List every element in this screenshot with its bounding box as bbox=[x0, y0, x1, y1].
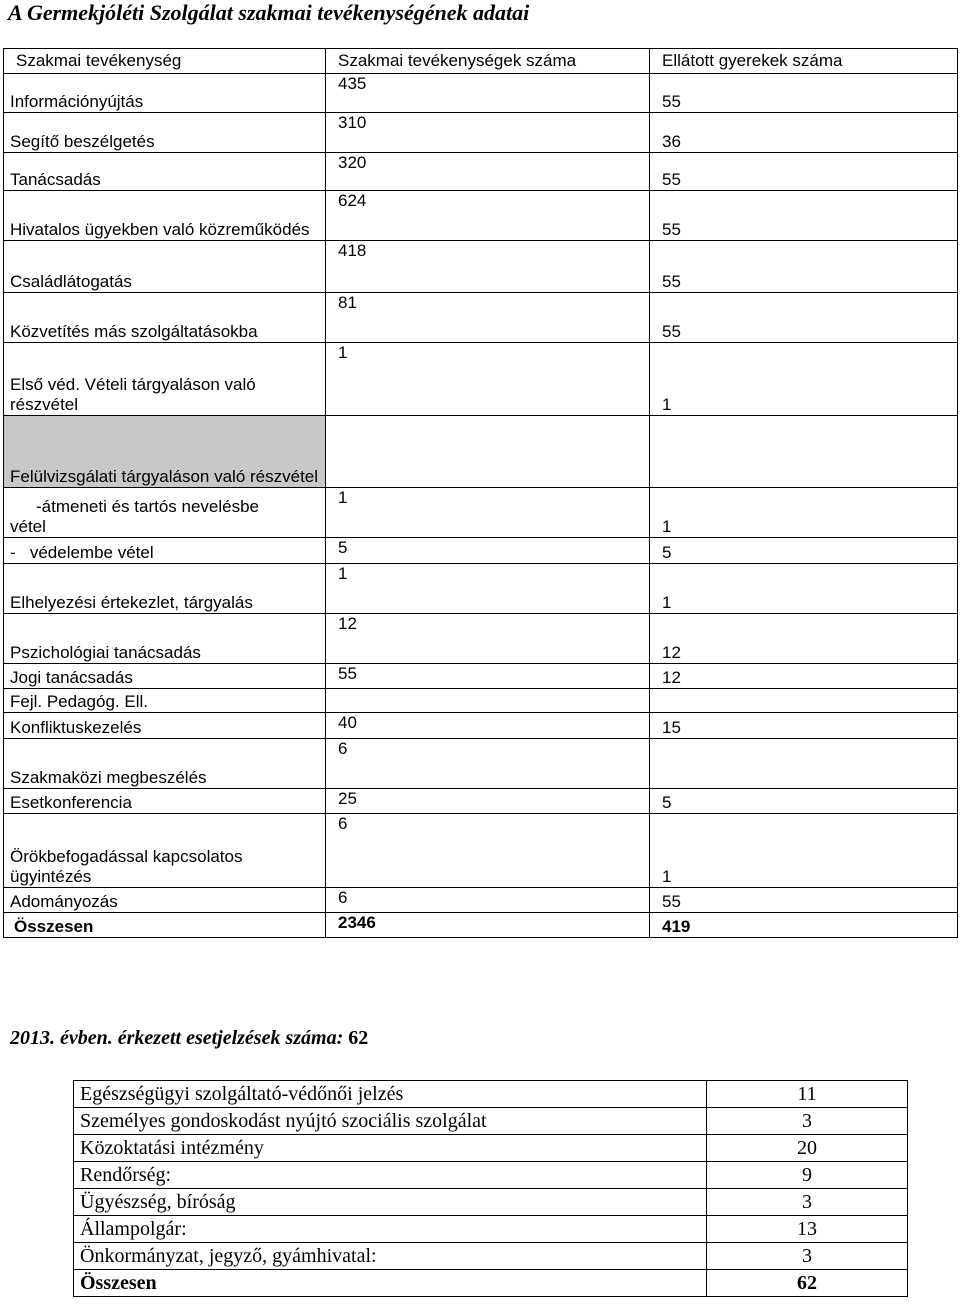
row-label bbox=[4, 488, 326, 538]
table-row bbox=[74, 1081, 908, 1108]
table-row bbox=[74, 1162, 908, 1189]
row-count: 310 bbox=[326, 113, 650, 153]
row-count: 12 bbox=[326, 614, 650, 664]
row-label: Tanácsadás bbox=[4, 153, 326, 191]
report-total-label: Összesen bbox=[74, 1270, 707, 1297]
total-count: 2346 bbox=[326, 913, 650, 938]
row-label: Esetkonferencia bbox=[4, 789, 326, 814]
report-source: Önkormányzat, jegyző, gyámhivatal: bbox=[74, 1243, 707, 1270]
row-count: 81 bbox=[326, 293, 650, 343]
report-total-value: 62 bbox=[707, 1270, 908, 1297]
row-count: 1 bbox=[326, 564, 650, 614]
table-row bbox=[4, 191, 958, 241]
header-activity: Szakmai tevékenység bbox=[4, 49, 326, 74]
row-label: Elhelyezési értekezlet, tárgyalás bbox=[4, 564, 326, 614]
table-row bbox=[4, 153, 958, 191]
activity-table bbox=[3, 48, 958, 938]
row-label: Családlátogatás bbox=[4, 241, 326, 293]
row-children: 1 bbox=[650, 488, 958, 538]
row-count: 1 bbox=[326, 343, 650, 416]
report-source: Közoktatási intézmény bbox=[74, 1135, 707, 1162]
row-count: 25 bbox=[326, 789, 650, 814]
table-total-row bbox=[4, 913, 958, 938]
row-count: 1 bbox=[326, 488, 650, 538]
table-row bbox=[4, 74, 958, 113]
table-row bbox=[74, 1108, 908, 1135]
row-children: 5 bbox=[650, 789, 958, 814]
row-count: 435 bbox=[326, 74, 650, 113]
table-row bbox=[4, 416, 958, 488]
table-total-row bbox=[74, 1270, 908, 1297]
table-row bbox=[4, 564, 958, 614]
row-children: 1 bbox=[650, 814, 958, 888]
row-children: 12 bbox=[650, 614, 958, 664]
row-count: 624 bbox=[326, 191, 650, 241]
report-source: Állampolgár: bbox=[74, 1216, 707, 1243]
table-row bbox=[4, 293, 958, 343]
page-title: A Germekjóléti Szolgálat szakmai tevékenységének adatai bbox=[8, 0, 530, 25]
row-label: Fejl. Pedagóg. Ell. bbox=[4, 689, 326, 713]
table-row bbox=[4, 814, 958, 888]
report-source: Ügyészség, bíróság bbox=[74, 1189, 707, 1216]
row-label: Hivatalos ügyekben való közreműködés bbox=[4, 191, 326, 241]
table-row bbox=[74, 1189, 908, 1216]
header-children-count: Ellátott gyerekek száma bbox=[650, 49, 958, 74]
row-label: Felülvizsgálati tárgyaláson való részvétel bbox=[4, 416, 326, 488]
table-row bbox=[4, 789, 958, 814]
row-children bbox=[650, 689, 958, 713]
row-children bbox=[650, 416, 958, 488]
reports-summary bbox=[10, 1025, 368, 1051]
row-label: Segítő beszélgetés bbox=[4, 113, 326, 153]
table-header-row bbox=[4, 49, 958, 74]
report-count: 20 bbox=[707, 1135, 908, 1162]
report-count: 11 bbox=[707, 1081, 908, 1108]
row-children: 5 bbox=[650, 538, 958, 564]
row-count: 5 bbox=[326, 538, 650, 564]
row-count: 418 bbox=[326, 241, 650, 293]
table-row bbox=[4, 614, 958, 664]
row-label: Első véd. Vételi tárgyaláson való részvétel bbox=[4, 343, 326, 416]
table-row bbox=[4, 713, 958, 739]
row-children: 1 bbox=[650, 564, 958, 614]
row-label: Jogi tanácsadás bbox=[4, 664, 326, 689]
total-label: Összesen bbox=[4, 913, 326, 938]
row-children: 1 bbox=[650, 343, 958, 416]
row-children: 36 bbox=[650, 113, 958, 153]
row-count bbox=[326, 416, 650, 488]
row-label-line2: vétel bbox=[10, 517, 46, 536]
report-source: Személyes gondoskodást nyújtó szociális szolgálat bbox=[74, 1108, 707, 1135]
row-label: Pszichológiai tanácsadás bbox=[4, 614, 326, 664]
row-children: 55 bbox=[650, 293, 958, 343]
report-count: 3 bbox=[707, 1243, 908, 1270]
row-count bbox=[326, 689, 650, 713]
table-row bbox=[4, 689, 958, 713]
header-activity-count: Szakmai tevékenységek száma bbox=[326, 49, 650, 74]
table-row bbox=[74, 1135, 908, 1162]
report-count: 9 bbox=[707, 1162, 908, 1189]
row-children: 55 bbox=[650, 241, 958, 293]
row-label: Adományozás bbox=[4, 888, 326, 913]
total-children: 419 bbox=[650, 913, 958, 938]
row-label: Közvetítés más szolgáltatásokba bbox=[4, 293, 326, 343]
row-count: 6 bbox=[326, 739, 650, 789]
table-row bbox=[4, 113, 958, 153]
summary-value: 62 bbox=[348, 1027, 369, 1049]
row-count: 55 bbox=[326, 664, 650, 689]
row-children: 55 bbox=[650, 191, 958, 241]
row-count: 40 bbox=[326, 713, 650, 739]
row-count: 6 bbox=[326, 888, 650, 913]
row-label: - védelembe vétel bbox=[4, 538, 326, 564]
report-source: Rendőrség: bbox=[74, 1162, 707, 1189]
report-count: 13 bbox=[707, 1216, 908, 1243]
report-source: Egészségügyi szolgáltató-védőnői jelzés bbox=[74, 1081, 707, 1108]
report-count: 3 bbox=[707, 1189, 908, 1216]
row-label-line1: -átmeneti és tartós nevelésbe bbox=[36, 497, 260, 516]
row-children: 12 bbox=[650, 664, 958, 689]
row-children: 55 bbox=[650, 888, 958, 913]
summary-text: 2013. évben. érkezett esetjelzések száma: bbox=[10, 1027, 344, 1049]
row-label: Szakmaközi megbeszélés bbox=[4, 739, 326, 789]
table-row bbox=[4, 241, 958, 293]
row-label: Információnyújtás bbox=[4, 74, 326, 113]
row-children bbox=[650, 739, 958, 789]
row-label: Konfliktuskezelés bbox=[4, 713, 326, 739]
reports-table bbox=[73, 1080, 908, 1297]
row-count: 6 bbox=[326, 814, 650, 888]
table-row bbox=[74, 1216, 908, 1243]
table-row bbox=[4, 343, 958, 416]
row-children: 15 bbox=[650, 713, 958, 739]
table-row bbox=[4, 538, 958, 564]
row-children: 55 bbox=[650, 74, 958, 113]
row-label: Örökbefogadással kapcsolatos ügyintézés bbox=[4, 814, 326, 888]
table-row bbox=[4, 488, 958, 538]
table-row bbox=[4, 739, 958, 789]
table-row bbox=[4, 888, 958, 913]
row-children: 55 bbox=[650, 153, 958, 191]
row-count: 320 bbox=[326, 153, 650, 191]
table-row bbox=[4, 664, 958, 689]
report-count: 3 bbox=[707, 1108, 908, 1135]
table-row bbox=[74, 1243, 908, 1270]
